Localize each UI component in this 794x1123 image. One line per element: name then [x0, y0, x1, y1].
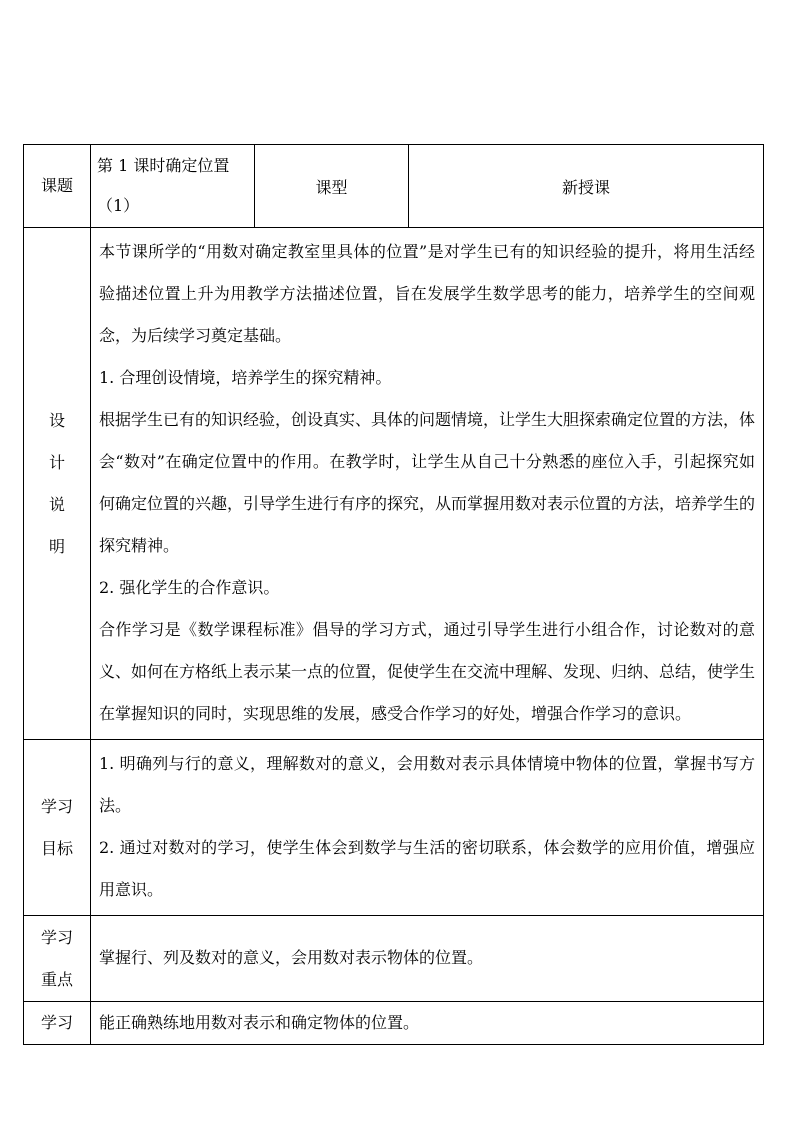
key-points-row	[24, 916, 764, 1002]
goals-row	[24, 740, 764, 916]
goals-label-text: 学习目标	[40, 796, 73, 858]
key-points-label-text: 学习重点	[40, 927, 73, 989]
design-paragraph: 根据学生已有的知识经验，创设真实、具体的问题情境，让学生大胆探索确定位置的方法，体会“数对”在确定位置中的作用。在教学时，让学生从自己十分熟悉的座位入手，引起探究如何确定位置的兴趣，引导学生进行有序的探究，从而掌握用数对表示位置的方法，培养学生的探究精神。	[99, 410, 756, 555]
goals-content	[91, 740, 764, 916]
design-paragraph: 本节课所学的“用数对确定教室里具体的位置”是对学生已有的知识经验的提升，将用生活经验描述位置上升为用教学方法描述位置，旨在发展学生数学思考的能力，培养学生的空间观念，为后续学习奠定基础。	[99, 242, 755, 345]
design-content	[91, 228, 764, 740]
difficulty-content: 能正确熟练地用数对表示和确定物体的位置。	[91, 1002, 764, 1045]
title-label: 课题	[24, 145, 91, 228]
design-row	[24, 228, 764, 740]
type-value: 新授课	[409, 145, 764, 228]
design-label-text: 设计说明	[48, 410, 65, 556]
goal-item: 1. 明确列与行的意义，理解数对的意义，会用数对表示具体情境中物体的位置，掌握书写方法。	[99, 754, 755, 815]
lesson-plan-table	[23, 144, 764, 1045]
type-label: 课型	[255, 145, 409, 228]
key-points-label	[24, 916, 91, 1002]
difficulty-label: 学习	[24, 1002, 91, 1045]
key-points-content: 掌握行、列及数对的意义，会用数对表示物体的位置。	[91, 916, 764, 1002]
goal-item: 2. 通过对数对的学习，使学生体会到数学与生活的密切联系，体会数学的应用价值，增强应用意识。	[99, 838, 755, 899]
difficulty-row	[24, 1002, 764, 1045]
header-row	[24, 145, 764, 228]
goals-label	[24, 740, 91, 916]
design-paragraph: 1. 合理创设情境，培养学生的探究精神。	[99, 368, 392, 387]
design-paragraph: 2. 强化学生的合作意识。	[99, 578, 280, 597]
design-paragraph: 合作学习是《数学课程标准》倡导的学习方式，通过引导学生进行小组合作，讨论数对的意义、如何在方格纸上表示某一点的位置，促使学生在交流中理解、发现、归纳、总结，使学生在掌握知识的同时，实现思维的发展，感受合作学习的好处，增强合作学习的意识。	[99, 620, 756, 723]
design-label	[24, 228, 91, 740]
title-value: 第 1 课时确定位置（1）	[91, 145, 255, 228]
